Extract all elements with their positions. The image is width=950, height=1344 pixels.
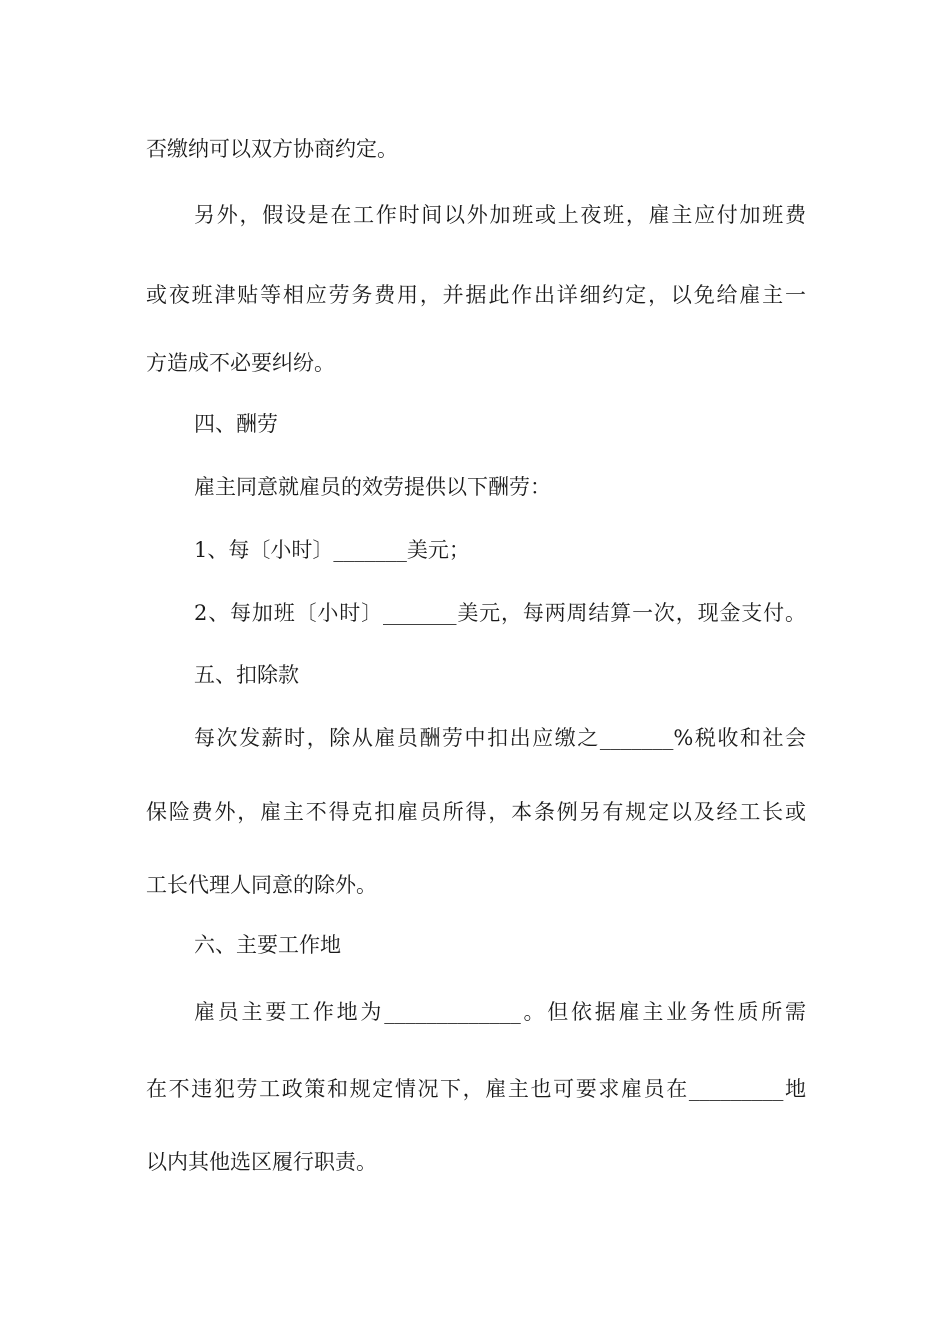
section-heading-remuneration: 四、酬劳: [194, 412, 278, 436]
list-item: 1、每〔小时〕_______美元；: [194, 538, 470, 562]
section-heading-workplace: 六、主要工作地: [194, 933, 341, 957]
paragraph-line: 雇员主要工作地为_____________。但依据雇主业务性质所需: [194, 1000, 806, 1024]
paragraph-line: 保险费外，雇主不得克扣雇员所得，本条例另有规定以及经工长或: [146, 800, 806, 824]
list-item: 2、每加班〔小时〕_______美元，每两周结算一次，现金支付。: [194, 601, 806, 625]
paragraph-line: 否缴纳可以双方协商约定。: [146, 137, 398, 161]
paragraph-line: 工长代理人同意的除外。: [146, 873, 377, 897]
section-heading-deductions: 五、扣除款: [194, 663, 299, 687]
paragraph-line: 另外，假设是在工作时间以外加班或上夜班，雇主应付加班费: [194, 203, 806, 227]
paragraph-line: 方造成不必要纠纷。: [146, 351, 335, 375]
paragraph-line: 以内其他选区履行职责。: [146, 1150, 377, 1174]
paragraph-line: 或夜班津贴等相应劳务费用，并据此作出详细约定，以免给雇主一: [146, 283, 806, 307]
paragraph-line: 雇主同意就雇员的效劳提供以下酬劳：: [194, 475, 551, 499]
paragraph-line: 每次发薪时，除从雇员酬劳中扣出应缴之_______%税收和社会: [194, 726, 806, 750]
paragraph-line: 在不违犯劳工政策和规定情况下，雇主也可要求雇员在_________地: [146, 1077, 806, 1101]
